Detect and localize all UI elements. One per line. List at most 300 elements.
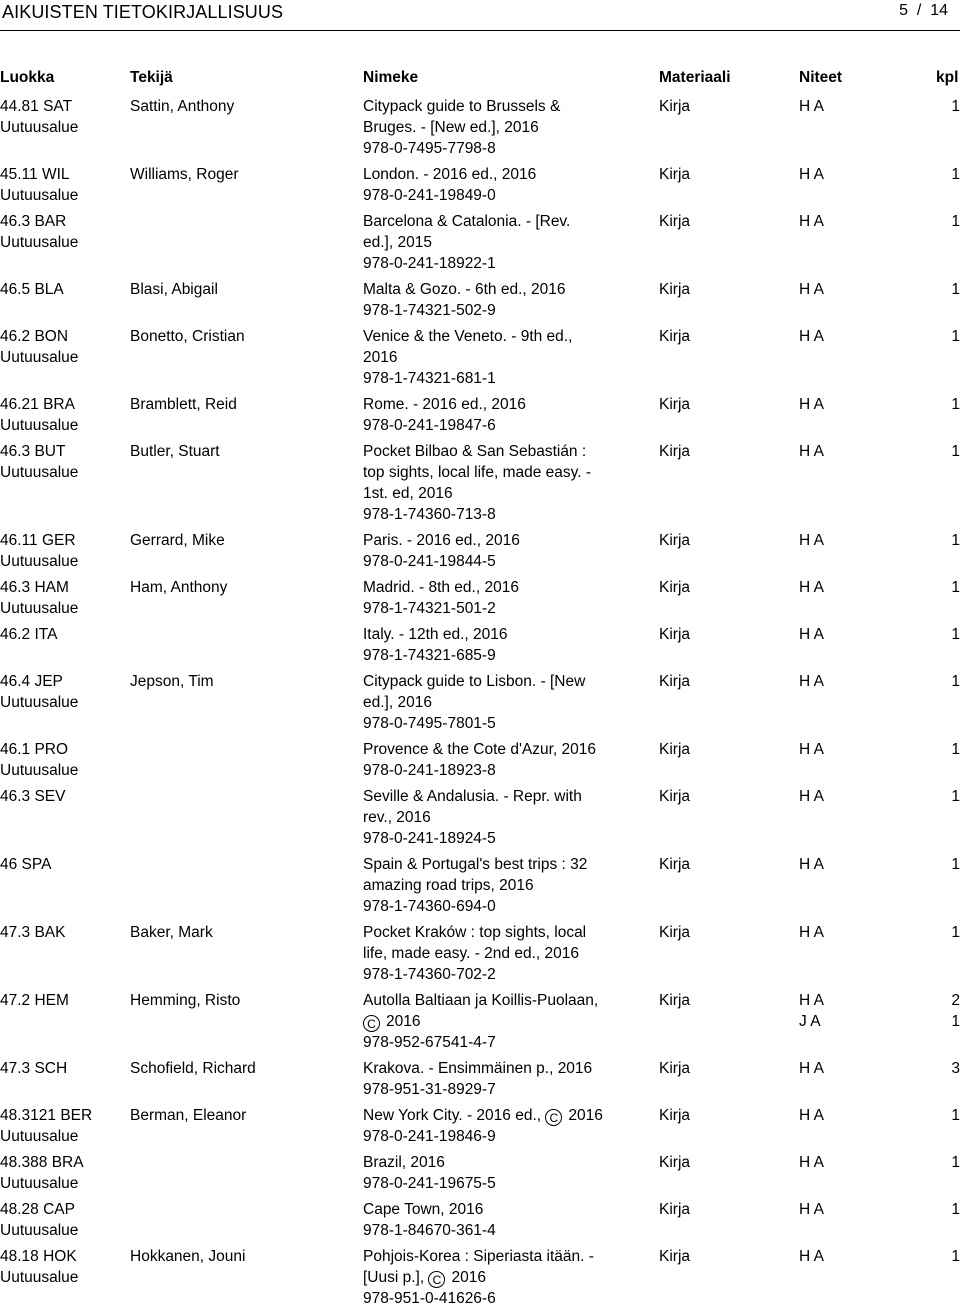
classification-code-cell xyxy=(0,577,125,619)
column-header-materiaali: Materiaali xyxy=(659,69,731,86)
copy-count: 1 xyxy=(951,328,960,345)
copy-count-cell xyxy=(940,739,960,760)
title-text: C 2016 xyxy=(363,1011,628,1032)
material-type: Kirja xyxy=(659,396,691,413)
title-text: Malta & Gozo. - 6th ed., 2016 xyxy=(363,281,566,298)
material-type-cell xyxy=(659,922,690,943)
copies-location: H A xyxy=(799,1201,824,1218)
classification-code: 46.21 BRA xyxy=(0,396,75,413)
page-header xyxy=(0,0,960,32)
copy-count-cell xyxy=(940,279,960,300)
column-header-luokka: Luokka xyxy=(0,69,55,86)
material-type: Kirja xyxy=(659,98,691,115)
copy-count-cell xyxy=(940,1152,960,1173)
material-type-cell xyxy=(659,671,690,692)
copy-count-cell xyxy=(940,624,960,645)
material-type-cell xyxy=(659,96,690,117)
author-name-cell xyxy=(130,441,358,462)
catalog-row xyxy=(0,326,960,394)
classification-code-cell xyxy=(0,96,125,138)
classification-code: 47.2 HEM xyxy=(0,992,69,1009)
material-type: Kirja xyxy=(659,213,691,230)
material-type-cell xyxy=(659,326,690,347)
author-name: Berman, Eleanor xyxy=(130,1107,247,1124)
copy-count: 2 xyxy=(951,992,960,1009)
catalog-row xyxy=(0,786,960,854)
copies-location: H A xyxy=(799,579,824,596)
copies-location: H A xyxy=(799,856,824,873)
classification-code: Uutuusalue xyxy=(0,1269,79,1286)
catalog-list xyxy=(0,96,960,1314)
title-text: 978-0-241-19849-0 xyxy=(363,187,496,204)
copyright-icon: C xyxy=(545,1109,562,1126)
copies-location-cell xyxy=(799,326,824,347)
title-text: 978-0-241-18924-5 xyxy=(363,830,496,847)
classification-code-cell xyxy=(0,164,125,206)
material-type: Kirja xyxy=(659,328,691,345)
column-header-niteet: Niteet xyxy=(799,69,843,86)
author-name-cell xyxy=(130,279,358,300)
classification-code: 46.2 ITA xyxy=(0,626,58,643)
copy-count-cell xyxy=(940,394,960,415)
copy-count-cell xyxy=(940,786,960,807)
copies-location: H A xyxy=(799,1154,824,1171)
author-name: Williams, Roger xyxy=(130,166,239,183)
title-text-cell xyxy=(363,1058,628,1100)
title-text-cell xyxy=(363,671,628,734)
author-name: Baker, Mark xyxy=(130,924,213,941)
catalog-row xyxy=(0,1246,960,1314)
material-type-cell xyxy=(659,211,690,232)
title-text-cell xyxy=(363,1105,628,1147)
copy-count-cell xyxy=(940,671,960,692)
classification-code: Uutuusalue xyxy=(0,553,79,570)
copies-location-cell xyxy=(799,441,824,462)
material-type-cell xyxy=(659,1246,690,1267)
document-title: AIKUISTEN TIETOKIRJALLISUUS xyxy=(2,2,284,22)
title-text: Rome. - 2016 ed., 2016 xyxy=(363,396,526,413)
classification-code: 48.28 CAP xyxy=(0,1201,75,1218)
classification-code-cell xyxy=(0,786,125,807)
copies-location-cell xyxy=(799,1199,824,1220)
copy-count-cell xyxy=(940,1199,960,1220)
title-text-cell xyxy=(363,786,628,849)
material-type: Kirja xyxy=(659,281,691,298)
title-text: 978-951-0-41626-6 xyxy=(363,1290,496,1307)
classification-code: 46.3 BAR xyxy=(0,213,67,230)
title-text: Krakova. - Ensimmäinen p., 2016 xyxy=(363,1060,593,1077)
title-text: 978-952-67541-4-7 xyxy=(363,1034,496,1051)
title-text: 978-1-74360-702-2 xyxy=(363,966,496,983)
title-text: Italy. - 12th ed., 2016 xyxy=(363,626,508,643)
classification-code: 47.3 BAK xyxy=(0,924,66,941)
title-text: ed.], 2016 xyxy=(363,694,432,711)
classification-code: 48.18 HOK xyxy=(0,1248,77,1265)
catalog-row xyxy=(0,211,960,279)
copy-count: 1 xyxy=(951,98,960,115)
title-text: Autolla Baltiaan ja Koillis-Puolaan, xyxy=(363,992,599,1009)
author-name: Ham, Anthony xyxy=(130,579,228,596)
copy-count: 1 xyxy=(951,579,960,596)
catalog-row xyxy=(0,279,960,326)
material-type: Kirja xyxy=(659,1248,691,1265)
material-type-cell xyxy=(659,279,690,300)
classification-code: Uutuusalue xyxy=(0,119,79,136)
classification-code: Uutuusalue xyxy=(0,762,79,779)
copyright-icon: C xyxy=(428,1271,445,1288)
material-type: Kirja xyxy=(659,443,691,460)
material-type-cell xyxy=(659,577,690,598)
classification-code: Uutuusalue xyxy=(0,694,79,711)
author-name-cell xyxy=(130,530,358,551)
copy-count-cell xyxy=(940,96,960,117)
copy-count-cell xyxy=(940,854,960,875)
title-text: 978-1-74360-694-0 xyxy=(363,898,496,915)
author-name: Sattin, Anthony xyxy=(130,98,235,115)
copy-count-cell xyxy=(940,1105,960,1126)
title-text: 978-0-7495-7801-5 xyxy=(363,715,496,732)
title-text: 978-1-74321-681-1 xyxy=(363,370,496,387)
title-text: New York City. - 2016 ed., C 2016 xyxy=(363,1107,603,1125)
title-text: Madrid. - 8th ed., 2016 xyxy=(363,579,519,596)
title-text: Citypack guide to Brussels & xyxy=(363,98,561,115)
material-type: Kirja xyxy=(659,532,691,549)
copy-count: 1 xyxy=(951,443,960,460)
copies-location: J A xyxy=(799,1013,821,1030)
copies-location-cell xyxy=(799,990,824,1032)
copies-location-cell xyxy=(799,577,824,598)
copy-count-cell xyxy=(940,211,960,232)
author-name-cell xyxy=(130,326,358,347)
title-text: Pohjois-Korea : Siperiasta itään. - xyxy=(363,1248,594,1265)
classification-code-cell xyxy=(0,441,125,483)
catalog-row xyxy=(0,739,960,786)
classification-code: 46.3 SEV xyxy=(0,788,66,805)
copy-count: 1 xyxy=(951,532,960,549)
copies-location-cell xyxy=(799,1058,824,1079)
copies-location-cell xyxy=(799,96,824,117)
copy-count: 1 xyxy=(951,788,960,805)
copies-location: H A xyxy=(799,281,824,298)
copy-count-cell xyxy=(940,164,960,185)
title-text: Bruges. - [New ed.], 2016 xyxy=(363,119,539,136)
copies-location: H A xyxy=(799,443,824,460)
copies-location-cell xyxy=(799,624,824,645)
classification-code: 46.3 HAM xyxy=(0,579,69,596)
copies-location-cell xyxy=(799,279,824,300)
catalog-row xyxy=(0,671,960,739)
material-type-cell xyxy=(659,394,690,415)
title-text: 2016 xyxy=(363,349,398,366)
author-name-cell xyxy=(130,1246,358,1267)
classification-code-cell xyxy=(0,990,125,1011)
catalog-row xyxy=(0,1152,960,1199)
author-name: Jepson, Tim xyxy=(130,673,214,690)
title-text: 978-0-241-19844-5 xyxy=(363,553,496,570)
classification-code: 46.2 BON xyxy=(0,328,69,345)
copies-location: H A xyxy=(799,924,824,941)
copies-location-cell xyxy=(799,1105,824,1126)
copies-location: H A xyxy=(799,98,824,115)
material-type: Kirja xyxy=(659,166,691,183)
classification-code: 48.388 BRA xyxy=(0,1154,84,1171)
copies-location-cell xyxy=(799,671,824,692)
catalog-row xyxy=(0,1058,960,1105)
copies-location-cell xyxy=(799,786,824,807)
copies-location-cell xyxy=(799,739,824,760)
copy-count: 1 xyxy=(951,396,960,413)
title-text: Seville & Andalusia. - Repr. with xyxy=(363,788,582,805)
copyright-icon: C xyxy=(363,1015,380,1032)
title-text-cell xyxy=(363,96,628,159)
catalog-row xyxy=(0,624,960,671)
catalog-row xyxy=(0,1199,960,1246)
classification-code: 47.3 SCH xyxy=(0,1060,68,1077)
copy-count-cell xyxy=(940,577,960,598)
title-text-cell xyxy=(363,577,628,619)
title-text-cell xyxy=(363,164,628,206)
copy-count-cell xyxy=(940,990,960,1032)
title-text: 978-1-84670-361-4 xyxy=(363,1222,496,1239)
material-type-cell xyxy=(659,739,690,760)
title-text-cell xyxy=(363,624,628,666)
copies-location: H A xyxy=(799,1107,824,1124)
title-text: 978-0-241-18923-8 xyxy=(363,762,496,779)
classification-code-cell xyxy=(0,739,125,781)
classification-code: Uutuusalue xyxy=(0,1222,79,1239)
copies-location: H A xyxy=(799,1248,824,1265)
author-name-cell xyxy=(130,96,358,117)
classification-code-cell xyxy=(0,279,125,300)
catalog-row xyxy=(0,530,960,577)
catalog-row xyxy=(0,854,960,922)
title-text: amazing road trips, 2016 xyxy=(363,877,534,894)
copies-location-cell xyxy=(799,1152,824,1173)
author-name: Schofield, Richard xyxy=(130,1060,256,1077)
author-name-cell xyxy=(130,577,358,598)
classification-code: 48.3121 BER xyxy=(0,1107,93,1124)
copies-location: H A xyxy=(799,213,824,230)
material-type-cell xyxy=(659,786,690,807)
author-name-cell xyxy=(130,394,358,415)
material-type-cell xyxy=(659,854,690,875)
title-text-cell xyxy=(363,279,628,321)
author-name-cell xyxy=(130,1105,358,1126)
classification-code: 46.4 JEP xyxy=(0,673,63,690)
author-name-cell xyxy=(130,990,358,1011)
catalog-row xyxy=(0,394,960,441)
title-text: Brazil, 2016 xyxy=(363,1154,445,1171)
title-text-cell xyxy=(363,922,628,985)
title-text: 978-0-241-19846-9 xyxy=(363,1128,496,1145)
copies-location: H A xyxy=(799,328,824,345)
material-type: Kirja xyxy=(659,1107,691,1124)
copies-location: H A xyxy=(799,1060,824,1077)
author-name-cell xyxy=(130,671,358,692)
author-name: Bonetto, Cristian xyxy=(130,328,245,345)
column-header-tekija: Tekijä xyxy=(130,69,173,86)
classification-code: 46.5 BLA xyxy=(0,281,64,298)
title-text: Citypack guide to Lisbon. - [New xyxy=(363,673,586,690)
classification-code-cell xyxy=(0,624,125,645)
author-name: Gerrard, Mike xyxy=(130,532,225,549)
classification-code-cell xyxy=(0,211,125,253)
classification-code-cell xyxy=(0,326,125,368)
catalog-row xyxy=(0,164,960,211)
copy-count: 1 xyxy=(951,166,960,183)
title-text: top sights, local life, made easy. - xyxy=(363,464,592,481)
author-name-cell xyxy=(130,1058,358,1079)
copy-count: 1 xyxy=(951,1013,960,1030)
material-type: Kirja xyxy=(659,856,691,873)
title-text: rev., 2016 xyxy=(363,809,431,826)
title-text: 978-0-241-19847-6 xyxy=(363,417,496,434)
author-name: Bramblett, Reid xyxy=(130,396,237,413)
classification-code: 46 SPA xyxy=(0,856,52,873)
title-text: 978-1-74321-502-9 xyxy=(363,302,496,319)
title-text-cell xyxy=(363,211,628,274)
title-text: Spain & Portugal's best trips : 32 xyxy=(363,856,588,873)
classification-code-cell xyxy=(0,854,125,875)
material-type-cell xyxy=(659,1058,690,1079)
material-type-cell xyxy=(659,1152,690,1173)
copies-location-cell xyxy=(799,394,824,415)
copies-location: H A xyxy=(799,166,824,183)
copies-location-cell xyxy=(799,164,824,185)
author-name-cell xyxy=(130,922,358,943)
column-header-kpl: kpl xyxy=(936,69,959,86)
page-number: 5 / 14 xyxy=(899,2,948,19)
classification-code-cell xyxy=(0,671,125,713)
classification-code-cell xyxy=(0,1199,125,1241)
title-text: Provence & the Cote d'Azur, 2016 xyxy=(363,741,597,758)
copy-count: 1 xyxy=(951,1154,960,1171)
title-text: 978-0-241-18922-1 xyxy=(363,255,496,272)
catalog-row xyxy=(0,922,960,990)
material-type: Kirja xyxy=(659,924,691,941)
copy-count: 1 xyxy=(951,856,960,873)
classification-code: Uutuusalue xyxy=(0,1128,79,1145)
title-text-cell xyxy=(363,854,628,917)
material-type: Kirja xyxy=(659,579,691,596)
classification-code: Uutuusalue xyxy=(0,600,79,617)
classification-code: 45.11 WIL xyxy=(0,166,70,183)
copies-location: H A xyxy=(799,741,824,758)
copies-location: H A xyxy=(799,396,824,413)
copy-count: 1 xyxy=(951,1201,960,1218)
copy-count-cell xyxy=(940,1058,960,1079)
title-text: 978-951-31-8929-7 xyxy=(363,1081,496,1098)
copies-location-cell xyxy=(799,1246,824,1267)
title-text: life, made easy. - 2nd ed., 2016 xyxy=(363,945,579,962)
classification-code: Uutuusalue xyxy=(0,187,79,204)
copy-count: 1 xyxy=(951,626,960,643)
classification-code: Uutuusalue xyxy=(0,464,79,481)
classification-code: Uutuusalue xyxy=(0,234,79,251)
material-type: Kirja xyxy=(659,673,691,690)
title-text-cell xyxy=(363,530,628,572)
classification-code: 46.3 BUT xyxy=(0,443,66,460)
classification-code-cell xyxy=(0,1152,125,1194)
material-type: Kirja xyxy=(659,626,691,643)
copy-count: 1 xyxy=(951,1107,960,1124)
classification-code-cell xyxy=(0,530,125,572)
title-text: [Uusi p.], C 2016 xyxy=(363,1269,486,1287)
title-text: 978-0-7495-7798-8 xyxy=(363,140,496,157)
copies-location: H A xyxy=(799,626,824,643)
author-name: Butler, Stuart xyxy=(130,443,220,460)
author-name-cell xyxy=(130,164,358,185)
title-text-cell xyxy=(363,1199,628,1241)
copy-count: 1 xyxy=(951,213,960,230)
copies-location: H A xyxy=(799,532,824,549)
material-type-cell xyxy=(659,1199,690,1220)
title-text: Pocket Bilbao & San Sebastián : xyxy=(363,443,587,460)
material-type: Kirja xyxy=(659,788,691,805)
material-type-cell xyxy=(659,441,690,462)
title-text: 978-1-74360-713-8 xyxy=(363,506,496,523)
catalog-row xyxy=(0,1105,960,1152)
title-text: Pocket Kraków : top sights, local xyxy=(363,924,587,941)
title-text-cell xyxy=(363,739,628,781)
copy-count: 1 xyxy=(951,673,960,690)
title-text-cell xyxy=(363,394,628,436)
title-text-cell xyxy=(363,1246,628,1309)
classification-code: Uutuusalue xyxy=(0,349,79,366)
copy-count: 1 xyxy=(951,281,960,298)
catalog-row xyxy=(0,96,960,164)
copy-count-cell xyxy=(940,922,960,943)
material-type-cell xyxy=(659,164,690,185)
catalog-row xyxy=(0,441,960,530)
classification-code: 46.1 PRO xyxy=(0,741,69,758)
copies-location-cell xyxy=(799,854,824,875)
classification-code-cell xyxy=(0,394,125,436)
title-text: Paris. - 2016 ed., 2016 xyxy=(363,532,520,549)
copy-count: 3 xyxy=(951,1060,960,1077)
classification-code-cell xyxy=(0,1058,125,1079)
title-text-cell xyxy=(363,326,628,389)
title-text-cell xyxy=(363,990,628,1053)
author-name: Blasi, Abigail xyxy=(130,281,218,298)
copy-count: 1 xyxy=(951,924,960,941)
title-text-cell xyxy=(363,1152,628,1194)
title-text: 978-1-74321-501-2 xyxy=(363,600,496,617)
copies-location: H A xyxy=(799,673,824,690)
title-text: Venice & the Veneto. - 9th ed., xyxy=(363,328,573,345)
author-name: Hokkanen, Jouni xyxy=(130,1248,246,1265)
classification-code: 46.11 GER xyxy=(0,532,76,549)
title-text-cell xyxy=(363,441,628,525)
copies-location-cell xyxy=(799,530,824,551)
copies-location-cell xyxy=(799,211,824,232)
author-name: Hemming, Risto xyxy=(130,992,241,1009)
material-type: Kirja xyxy=(659,1201,691,1218)
classification-code: Uutuusalue xyxy=(0,1175,79,1192)
classification-code-cell xyxy=(0,1246,125,1288)
classification-code: 44.81 SAT xyxy=(0,98,73,115)
copies-location: H A xyxy=(799,992,824,1009)
material-type: Kirja xyxy=(659,1060,691,1077)
copies-location: H A xyxy=(799,788,824,805)
classification-code-cell xyxy=(0,922,125,943)
column-header-nimeke: Nimeke xyxy=(363,69,419,86)
copy-count-cell xyxy=(940,530,960,551)
copy-count-cell xyxy=(940,326,960,347)
title-text: 978-1-74321-685-9 xyxy=(363,647,496,664)
material-type: Kirja xyxy=(659,741,691,758)
classification-code-cell xyxy=(0,1105,125,1147)
